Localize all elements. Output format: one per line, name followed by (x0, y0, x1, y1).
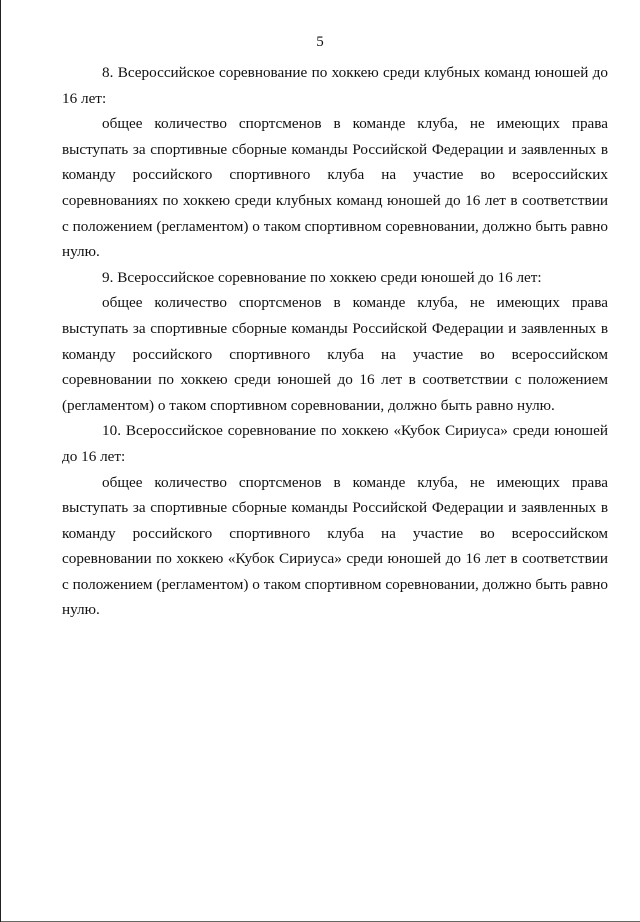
document-body (62, 60, 608, 623)
section-9-heading: 9. Всероссийское соревнование по хоккею среди юношей до 16 лет: (102, 268, 542, 286)
section-8-text: общее количество спортсменов в команде клуба, не имеющих права выступать за спортивные сборные команды Российской Федерации и заявленных в команду российского спортивного клуба на участие во всероссийских соревнованиях по хоккею среди клубных команд юношей до 16 лет в соответствии с положением (регламентом) о таком спортивном соревновании, должно быть равно нулю. (62, 115, 608, 261)
section-10-heading: 10. Всероссийское соревнование по хоккею «Кубок Сириуса» среди юношей до 16 лет: (62, 422, 608, 465)
section-9-text: общее количество спортсменов в команде клуба, не имеющих права выступать за спортивные сборные команды Российской Федерации и заявленных в команду российского спортивного клуба на участие во всероссийском соревновании по хоккею среди юношей до 16 лет в соответствии с положением (регламентом) о таком спортивном соревновании, должно быть равно нулю. (62, 294, 608, 414)
section-10-text: общее количество спортсменов в команде клуба, не имеющих права выступать за спортивные сборные команды Российской Федерации и заявленных в команду российского спортивного клуба на участие во всероссийском соревновании по хоккею «Кубок Сириуса» среди юношей до 16 лет в соответствии с положением (регламентом) о таком спортивном соревновании, должно быть равно нулю. (62, 473, 608, 619)
page-number: 5 (316, 34, 324, 50)
section-8-heading: 8. Всероссийское соревнование по хоккею среди клубных команд юношей до 16 лет: (62, 64, 608, 107)
